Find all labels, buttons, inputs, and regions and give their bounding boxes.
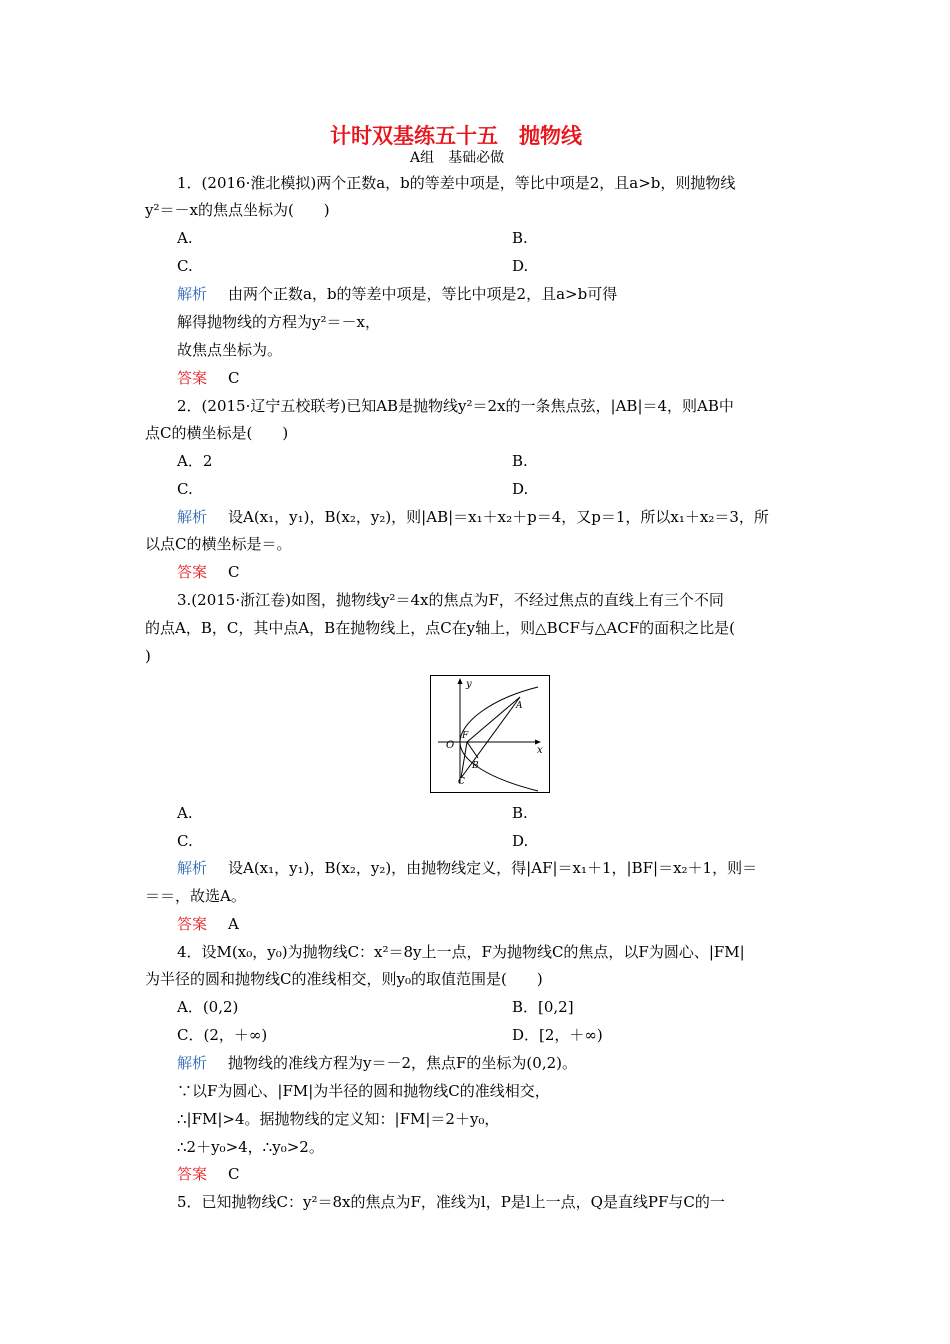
q1-stem-line1: 1．(2016·淮北模拟)两个正数a，b的等差中项是，等比中项是2，且a>b，则抛物线 [177, 174, 736, 192]
q3-jiexi-line2: ＝＝，故选A。 [145, 887, 246, 905]
q5-stem-line1: 5．已知抛物线C：y²＝8x的焦点为F，准线为l，P是l上一点，Q是直线PF与C的一 [177, 1193, 725, 1211]
line-cf [461, 742, 467, 778]
q2-stem-line1: 2．(2015·辽宁五校联考)已知AB是抛物线y²＝2x的一条焦点弦，|AB|＝4，则AB中 [177, 397, 734, 415]
q2-jiexi-line2: 以点C的横坐标是＝。 [145, 535, 292, 553]
q2-option-d: D. [512, 480, 529, 498]
q2-option-b: B. [512, 452, 528, 470]
label-f: F [462, 731, 469, 741]
parabola-figure [430, 675, 550, 793]
q4-jiexi-line2: ∵以F为圆心、|FM|为半径的圆和抛物线C的准线相交， [177, 1082, 550, 1100]
q4-answer: C [228, 1165, 240, 1183]
q3-option-d: D. [512, 832, 529, 850]
q3-jiexi-label: 解析 [177, 859, 208, 877]
q3-answer: A [228, 915, 239, 933]
line-ca [461, 697, 520, 778]
label-b: B [472, 761, 479, 771]
q4-option-a: A．(0,2) [177, 998, 239, 1016]
label-c: C [458, 777, 465, 787]
label-a: A [516, 701, 523, 711]
q4-option-c: C．(2，＋∞) [177, 1026, 268, 1044]
q3-jiexi-line1: 设A(x₁，y₁)，B(x₂，y₂)，由抛物线定义，得|AF|＝x₁＋1，|BF|＝x₂＋1，则＝ [228, 859, 758, 877]
q1-option-d: D. [512, 257, 529, 275]
q4-jiexi-line4: ∴2＋y₀>4，∴y₀>2。 [177, 1138, 324, 1156]
q1-option-a: A. [177, 229, 193, 247]
label-x: x [537, 745, 543, 756]
q1-jiexi-line3: 故焦点坐标为。 [177, 341, 283, 359]
q1-jiexi-line2: 解得抛物线的方程为y²＝－x， [177, 313, 380, 331]
label-y: y [466, 679, 472, 690]
q4-stem-line1: 4．设M(x₀，y₀)为抛物线C：x²＝8y上一点，F为抛物线C的焦点，以F为圆心、|FM| [177, 943, 745, 961]
q1-jiexi-label: 解析 [177, 285, 208, 303]
figure-frame [431, 676, 550, 793]
q1-answer-label: 答案 [177, 369, 208, 387]
q4-jiexi-line3: ∴|FM|>4。据抛物线的定义知：|FM|＝2＋y₀， [177, 1110, 500, 1128]
q3-answer-label: 答案 [177, 915, 208, 933]
q3-option-b: B. [512, 804, 528, 822]
y-axis-arrow [458, 678, 463, 684]
q1-stem-line2: y²＝－x的焦点坐标为( ) [145, 201, 330, 219]
line-fb [467, 742, 478, 758]
q4-option-b: B．[0,2] [512, 998, 574, 1016]
q4-jiexi-label: 解析 [177, 1054, 208, 1072]
q2-jiexi-line1: 设A(x₁，y₁)，B(x₂，y₂)，则|AB|＝x₁＋x₂＋p＝4，又p＝1，所以x₁＋x₂＝3，所 [228, 508, 769, 526]
q1-jiexi-line1: 由两个正数a，b的等差中项是，等比中项是2，且a>b可得 [228, 285, 618, 303]
q3-stem-line1: 3.(2015·浙江卷)如图，抛物线y²＝4x的焦点为F，不经过焦点的直线上有三个不同 [177, 591, 724, 609]
page-title: 计时双基练五十五 抛物线 [330, 124, 582, 148]
q3-stem-line2: 的点A，B，C，其中点A，B在抛物线上，点C在y轴上，则△BCF与△ACF的面积之比是( [145, 619, 735, 637]
q2-jiexi-label: 解析 [177, 508, 208, 526]
group-heading: A组 基础必做 [410, 150, 505, 166]
q1-option-c: C. [177, 257, 193, 275]
label-o: O [446, 740, 455, 751]
q2-answer: C [228, 563, 240, 581]
q1-answer: C [228, 369, 240, 387]
q2-answer-label: 答案 [177, 563, 208, 581]
q3-option-c: C. [177, 832, 193, 850]
q3-option-a: A. [177, 804, 193, 822]
q4-answer-label: 答案 [177, 1165, 208, 1183]
q2-option-a: A．2 [177, 452, 213, 470]
q4-stem-line2: 为半径的圆和抛物线C的准线相交，则y₀的取值范围是( ) [145, 970, 543, 988]
q4-jiexi-line1: 抛物线的准线方程为y＝－2，焦点F的坐标为(0,2)。 [228, 1054, 577, 1072]
q4-option-d: D．[2，＋∞) [512, 1026, 603, 1044]
q3-stem-line3: ) [145, 647, 151, 665]
q2-option-c: C. [177, 480, 193, 498]
x-axis-arrow [535, 740, 541, 745]
q2-stem-line2: 点C的横坐标是( ) [145, 424, 289, 442]
q1-option-b: B. [512, 229, 528, 247]
